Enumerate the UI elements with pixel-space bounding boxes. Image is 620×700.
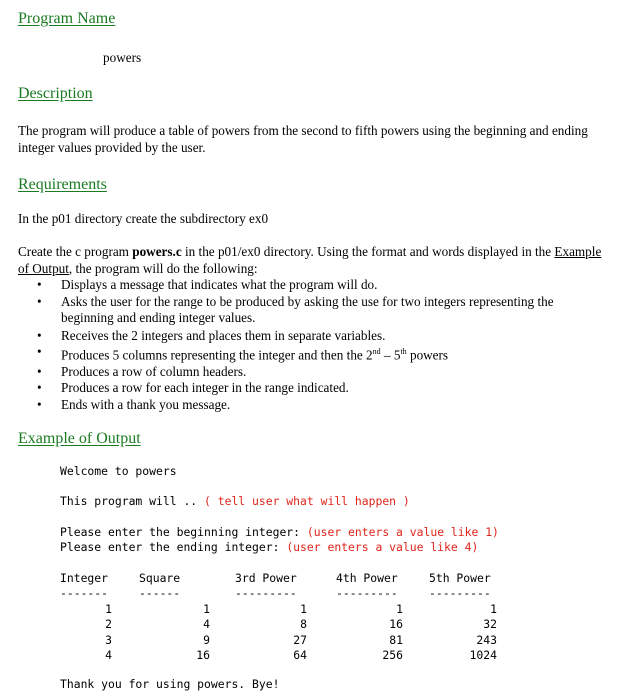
table-cell: 243 [476,632,497,647]
list-item: • Produces a row for each integer in the range indicated. [18,380,608,397]
table-cell: 64 [293,647,307,662]
table-cell: 1 [203,601,210,616]
table-cell: 4 [105,647,112,662]
col-header-4th: 4th Power [336,571,398,585]
will-prefix: This program will .. [60,494,205,508]
description-text: The program will produce a table of powers from the second to fifth powers using the beginning and ending integer values provided by the user. [18,123,588,155]
col-header-integer: Integer [60,571,109,585]
table-cell: 3 [105,632,112,647]
example-begin-line [60,525,499,541]
example-will-line [60,494,410,510]
requirements-bullet-list [18,277,608,413]
example-thanks: Thank you for using powers. Bye! [60,677,280,691]
dash-cell: --------- [336,586,398,601]
list-item: • Asks the user for the range to be produced by asking the use for two integers representing the beginning and ending integer values. [18,294,608,327]
dash-cell: --------- [429,586,491,601]
table-cell: 1 [105,601,112,616]
example-welcome: Welcome to powers [60,464,177,478]
table-cell: 81 [389,632,403,647]
example-heading: Example of Output [18,430,141,447]
table-cell: 9 [203,632,210,647]
end-note: (user enters a value like 4) [286,540,479,554]
list-item [18,344,608,364]
col-header-5th: 5th Power [429,571,491,585]
intro-text-b: in the p01/ex0 directory. Using the format and words displayed in the [181,244,555,259]
col-header-3rd: 3rd Power [235,571,297,585]
intro-text-c: , the program will do the following: [68,260,258,276]
begin-prompt: Please enter the beginning integer: [60,525,307,539]
description-heading: Description [18,85,93,102]
table-row [60,617,497,632]
end-prompt: Please enter the ending integer: [60,540,287,554]
table-cell: 8 [300,617,307,632]
table-row [60,602,497,617]
begin-note: (user enters a value like 1) [306,525,499,539]
list-item: • Receives the 2 integers and places them in separate variables. [18,328,608,345]
table-cell: 1 [300,601,307,616]
table-cell: 16 [196,647,210,662]
table-cell: 1024 [469,647,497,662]
dash-cell: ------ [139,586,181,601]
bullet4-mid: – 5 [380,347,401,363]
requirements-intro [18,244,608,277]
dash-cell: ------- [60,586,109,601]
intro-text-a: Create the c program [18,244,133,259]
bullet4-sup-nd: nd [372,347,381,356]
table-header-row [60,571,497,586]
intro-filename: powers.c [132,244,182,259]
table-cell: 4 [203,617,210,632]
table-cell: 1 [396,601,403,616]
table-cell: 32 [483,617,497,632]
example-end-line [60,540,478,556]
table-cell: 256 [382,647,403,662]
list-item: • Produces a row of column headers. [18,364,608,381]
table-cell: 16 [389,617,403,632]
intro-example-link[interactable]: Example of Output [18,244,602,276]
list-item: • Displays a message that indicates what the program will do. [18,277,608,294]
will-note: ( tell user what will happen ) [204,494,410,508]
col-header-square: Square [139,571,181,585]
table-row [60,633,497,648]
table-row [60,648,497,663]
bullet4-text: Produces 5 columns representing the integer and then the 2 [61,347,373,363]
list-item: • Ends with a thank you message. [18,397,608,414]
table-cell: 27 [293,632,307,647]
requirements-heading: Requirements [18,176,107,193]
program-name-value: powers [103,50,142,65]
table-cell: 1 [490,601,497,616]
dash-cell: --------- [235,586,297,601]
bullet4-end: powers [406,347,449,363]
program-name-heading: Program Name [18,10,116,27]
bullet4-sup-th: th [400,347,407,356]
table-dash-row [60,586,497,601]
powers-table [60,571,497,663]
requirements-line1: In the p01 directory create the subdirectory ex0 [18,211,269,226]
table-cell: 2 [105,617,112,632]
